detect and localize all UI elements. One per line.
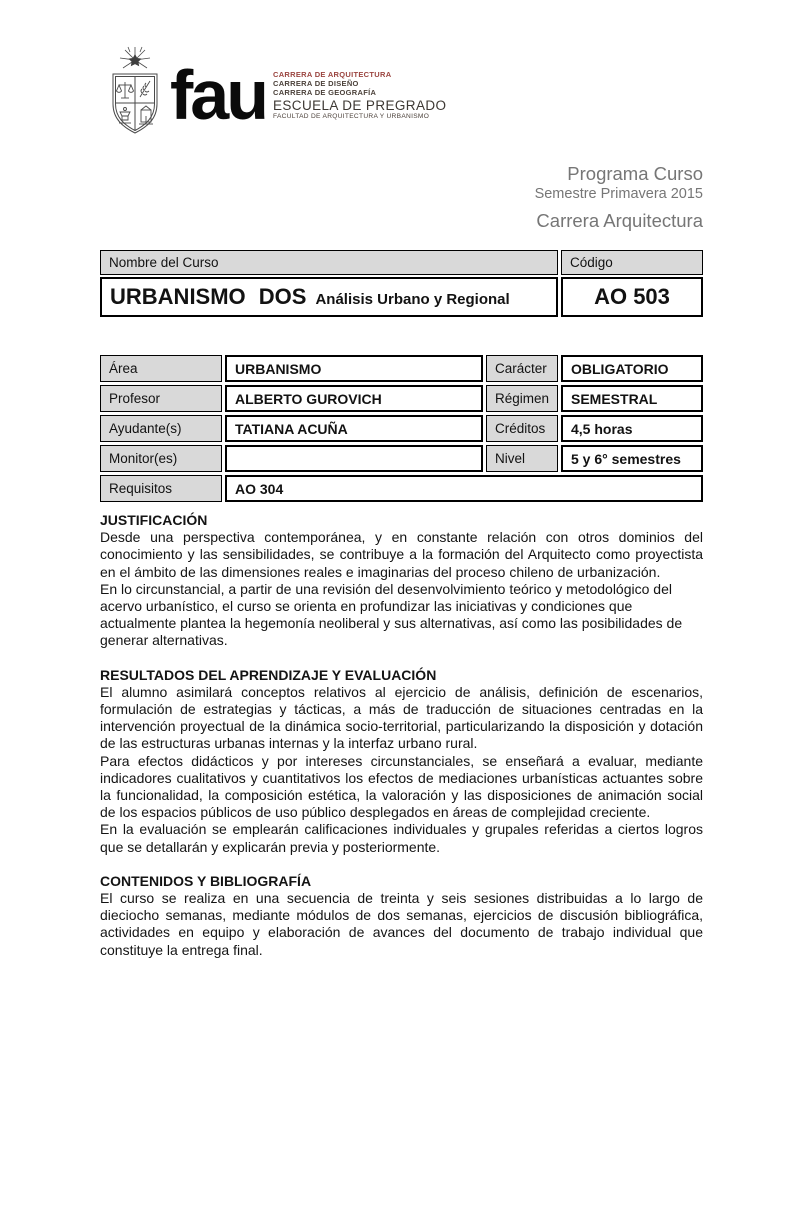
monitor-label-cell: Monitor(es)	[100, 445, 222, 472]
table-row	[100, 445, 703, 472]
document-header	[535, 163, 703, 232]
logo-career-diseno: CARRERA DE DISEÑO	[273, 79, 359, 88]
paragraph: En lo circunstancial, a partir de una revisión del desenvolvimiento teórico y metodológico del acervo urbanístico, el curso se orienta en profundizar las iniciativas y condiciones que actualmente plantea la hegemonía neoliberal y sus alternativas, así como las posibilidades de generar alternativas.	[100, 580, 683, 649]
ayudante-label-cell: Ayudante(s)	[100, 415, 222, 442]
course-subtitle: Análisis Urbano y Regional	[315, 290, 510, 308]
section-heading: JUSTIFICACIÓN	[100, 512, 208, 528]
fau-logo	[104, 46, 446, 138]
monitor-value-cell	[225, 445, 483, 472]
course-name-cell	[100, 277, 558, 317]
nivel-label-cell: Nivel	[486, 445, 558, 472]
table-row	[100, 385, 703, 412]
logo-faculty-label: FACULTAD DE ARQUITECTURA Y URBANISMO	[273, 113, 430, 120]
course-name-header-cell: Nombre del Curso	[100, 250, 558, 275]
university-shield-icon	[104, 46, 166, 138]
paragraph: El curso se realiza en una secuencia de treinta y seis sesiones distribuidas a lo largo de dieciocho semanas, mediante módulos de dos semanas, ejercicios de discusión bibliográfica, actividades en equipo y elaboración de avances del documento de trabajo individual que constituye la entrega final.	[100, 890, 703, 958]
logo-career-geografia: CARRERA DE GEOGRAFÍA	[273, 88, 377, 97]
section-justificacion	[100, 512, 703, 650]
creditos-value-cell: 4,5 horas	[561, 415, 703, 442]
caracter-value-cell: OBLIGATORIO	[561, 355, 703, 382]
section-resultados	[100, 667, 703, 856]
paragraph: Desde una perspectiva contemporánea, y en constante relación con otros dominios del conocimiento y las sensibilidades, se contribuye a la formación del Arquitecto como proyectista en el ámbito de las dimensiones reales e imaginarias del proceso chileno de urbanización.	[100, 529, 703, 580]
document-body	[100, 512, 703, 959]
course-name-table	[100, 250, 703, 317]
course-name: URBANISMO DOS	[110, 284, 307, 309]
section-heading: RESULTADOS DEL APRENDIZAJE Y EVALUACIÓN	[100, 666, 437, 683]
course-code: AO 503	[594, 284, 670, 309]
paragraph: El alumno asimilará conceptos relativos al ejercicio de análisis, definición de escenarios, formulación de estrategias y tácticas, a más de traducción de situaciones centradas en la intervención proyectual de la dinámica socio-territorial, particularizando la disposición y dotación de las estructuras urbanas internas y la interfaz urbano rural.	[100, 683, 703, 752]
course-info-table	[100, 355, 703, 502]
table-row	[100, 355, 703, 382]
ayudante-value-cell: TATIANA ACUÑA	[225, 415, 483, 442]
profesor-value-cell: ALBERTO GUROVICH	[225, 385, 483, 412]
program-title: Programa Curso	[567, 163, 703, 184]
requisitos-label-cell: Requisitos	[100, 475, 222, 502]
paragraph: En la evaluación se emplearán calificaciones individuales y grupales referidas a ciertos logros que se detallarán y explicarán previa y posteriormente.	[100, 821, 703, 855]
section-contenidos	[100, 873, 703, 959]
career-label: Carrera Arquitectura	[536, 210, 703, 231]
table-row	[100, 415, 703, 442]
course-code-cell	[561, 277, 703, 317]
requisitos-value-cell: AO 304	[225, 475, 703, 502]
regimen-value-cell: SEMESTRAL	[561, 385, 703, 412]
logo-career-arquitectura: CARRERA DE ARQUITECTURA	[273, 70, 392, 79]
table-row	[100, 475, 703, 502]
area-label-cell: Área	[100, 355, 222, 382]
area-value-cell: URBANISMO	[225, 355, 483, 382]
course-code-header-cell: Código	[561, 250, 703, 275]
regimen-label-cell: Régimen	[486, 385, 558, 412]
nivel-value-cell: 5 y 6° semestres	[561, 445, 703, 472]
profesor-label-cell: Profesor	[100, 385, 222, 412]
semester-label: Semestre Primavera 2015	[534, 186, 703, 202]
creditos-label-cell: Créditos	[486, 415, 558, 442]
paragraph: Para efectos didácticos y por intereses circunstanciales, se enseñará a evaluar, mediante indicadores cualitativos y cuantitativos los efectos de mediaciones urbanísticas actuantes sobre la funcionalidad, la composición estética, la valoración y las disposiciones de animación social de los espacios públicos de uso público desplegados en áreas de complejidad creciente.	[100, 752, 703, 821]
fau-wordmark: fau	[170, 56, 266, 134]
logo-labels	[273, 70, 446, 121]
section-heading: CONTENIDOS Y BIBLIOGRAFÍA	[100, 872, 312, 889]
logo-school-label: ESCUELA DE PREGRADO	[273, 98, 447, 113]
caracter-label-cell: Carácter	[486, 355, 558, 382]
